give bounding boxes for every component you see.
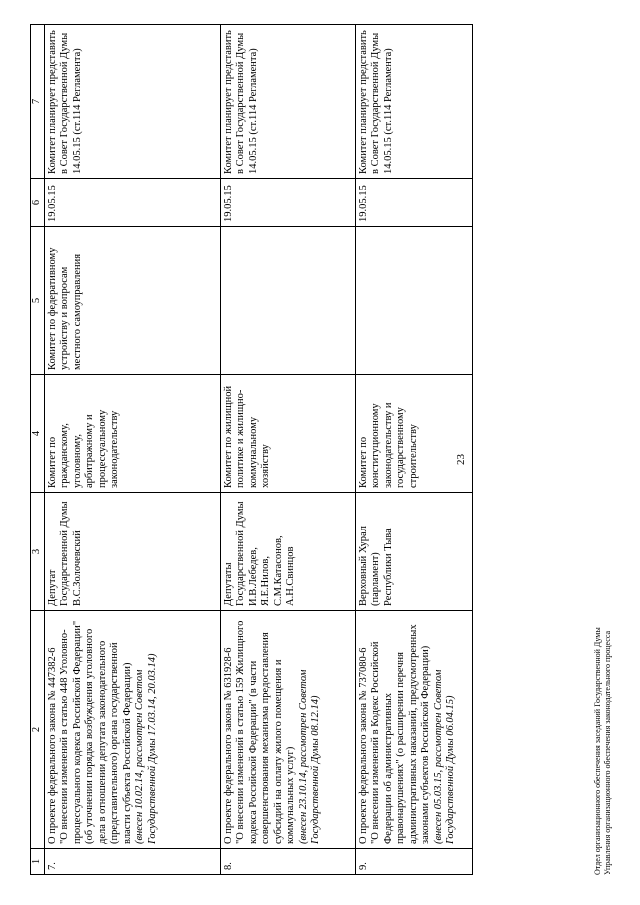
- footer: [593, 627, 613, 875]
- footer-line: Управления организационного обеспечения законодательного процесса: [603, 630, 612, 875]
- table-header-row: [31, 25, 45, 875]
- column-header: 6: [31, 179, 45, 227]
- bill-title: О проекте федерального закона № 447382-6: [46, 647, 58, 844]
- bill-title: О проекте федерального закона № 737080-6: [357, 647, 369, 844]
- bill-description-cell: [355, 611, 472, 849]
- bill-status-note: (внесен 10.02.14, рассмотрен Советом Государственной Думы 17.03.14, 20.03.14): [134, 653, 158, 844]
- footer-line: Отдел организационного обеспечения заседаний Государственной Думы: [593, 627, 602, 875]
- date-cell: 19.05.15: [220, 179, 355, 227]
- bill-description: "О внесении изменений в статью 448 Уголовно-процессуального кодекса Российской Федерации" (об уточнении порядка возбуждения уголовного дела в отношении депутата законодательного (представительного) органа государственной власти субъекта Российской Федерации): [59, 620, 133, 844]
- bill-description-cell: [220, 611, 355, 849]
- plan-cell: Комитет планирует представить в Совет Государственной Думы 14.05.15 (ст.114 Регламента): [44, 25, 220, 179]
- table-row: [355, 25, 472, 875]
- date-cell: 19.05.15: [44, 179, 220, 227]
- row-number: 9.: [355, 849, 472, 875]
- bill-description: "О внесении изменений в статью 159 Жилищного кодекса Российской Федерации" (в части совершенствования механизма предоставления субсидий на оплату жилого помещения и коммунальных услуг): [235, 620, 296, 844]
- plan-cell: Комитет планирует представить в Совет Государственной Думы 14.05.15 (ст.114 Регламента): [220, 25, 355, 179]
- co-committee-cell: [220, 227, 355, 375]
- date-cell: 19.05.15: [355, 179, 472, 227]
- co-committee-cell: Комитет по федеративному устройству и вопросам местного самоуправления: [44, 227, 220, 375]
- initiator-cell: Депутат Государственной Думы В.С.Золочевский: [44, 493, 220, 611]
- responsible-committee-cell: Комитет по конституционному законодательству и государственному строительству: [355, 375, 472, 493]
- column-header: 2: [31, 611, 45, 849]
- page-number: 23: [455, 454, 467, 465]
- bill-status-note: (внесен 23.10.14, рассмотрен Советом Государственной Думы 08.12.14): [297, 669, 321, 844]
- bill-description-cell: [44, 611, 220, 849]
- bill-status-note: (внесен 05.03.15, рассмотрен Советом Государственной Думы 06.04.15): [432, 669, 456, 844]
- initiator-cell: Депутаты Государственной Думы И.В.Лебедев, Я.Е.Нилов, С.М.Катасонов, А.Н.Свинцов: [220, 493, 355, 611]
- column-header: 4: [31, 375, 45, 493]
- column-header: 3: [31, 493, 45, 611]
- responsible-committee-cell: Комитет по гражданскому, уголовному, арбитражному и процессуальному законодательству: [44, 375, 220, 493]
- table-row: [44, 25, 220, 875]
- column-header: 7: [31, 25, 45, 179]
- column-header: 1: [31, 849, 45, 875]
- table-row: [220, 25, 355, 875]
- bill-table: [30, 24, 473, 875]
- bill-description: "О внесении изменений в Кодекс Российской Федерации об административных правонарушениях" (о расширении перечня административных наказаний, предусмотренных законами субъектов Российской Федерации): [370, 624, 431, 844]
- responsible-committee-cell: Комитет по жилищной политике и жилищно-коммунальному хозяйству: [220, 375, 355, 493]
- bill-title: О проекте федерального закона № 631928-6: [222, 647, 234, 844]
- initiator-cell: Верховный Хурал (парламент) Республики Тыва: [355, 493, 472, 611]
- row-number: 7.: [44, 849, 220, 875]
- row-number: 8.: [220, 849, 355, 875]
- plan-cell: Комитет планирует представить в Совет Государственной Думы 14.05.15 (ст.114 Регламента): [355, 25, 472, 179]
- co-committee-cell: [355, 227, 472, 375]
- column-header: 5: [31, 227, 45, 375]
